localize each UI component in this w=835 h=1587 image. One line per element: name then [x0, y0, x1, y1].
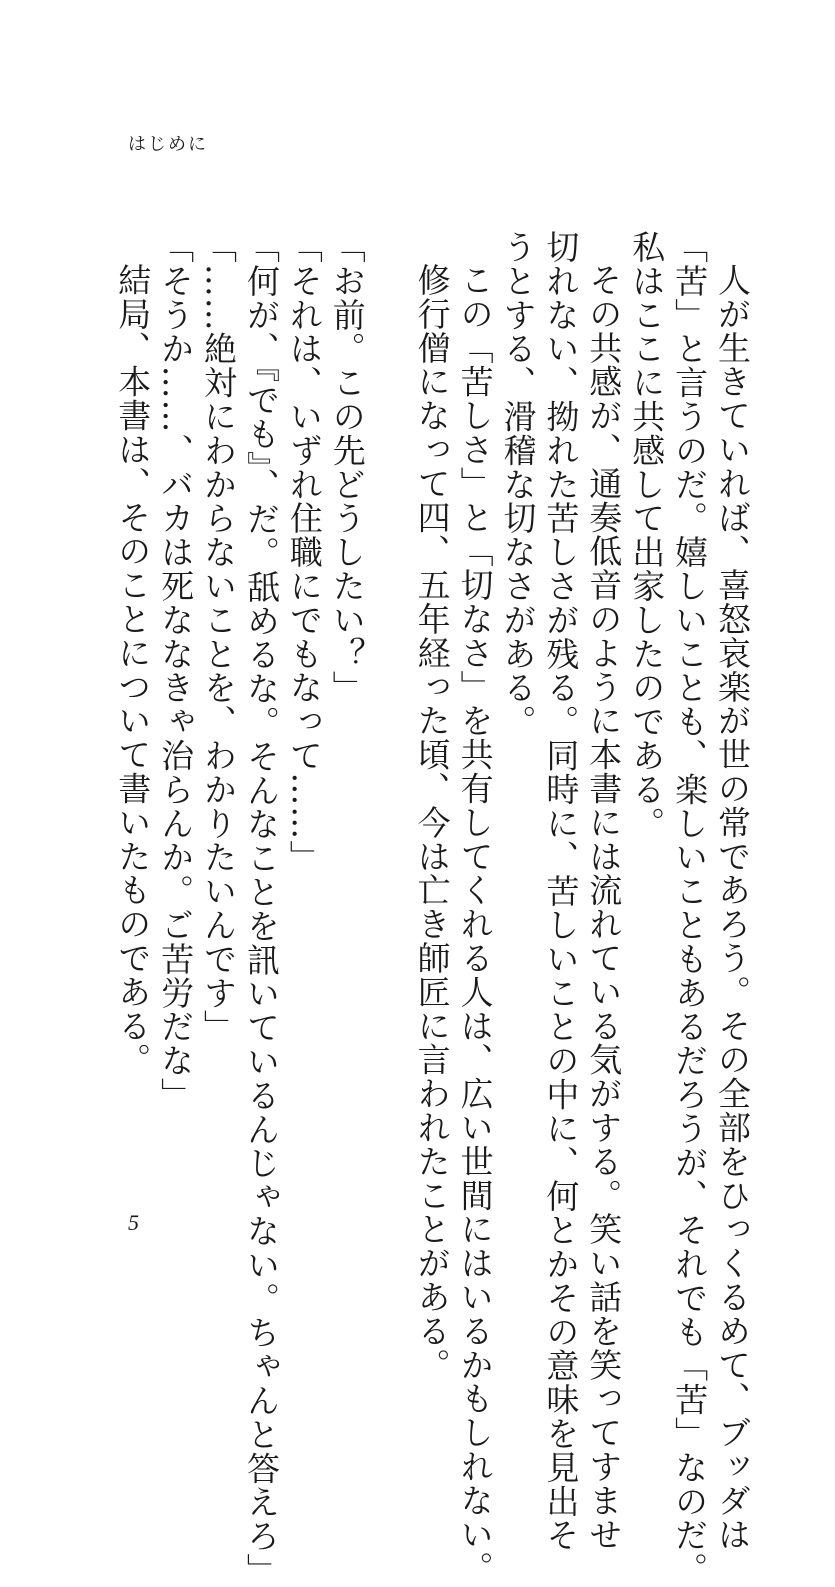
dialogue-line: 「何が、『でも』、だ。舐めるな。そんなことを訊いているんじゃない。ちゃんと答えろ」: [241, 230, 281, 1587]
paragraph-line: この「苦しさ」と「切なさ」を共有してくれる人は、広い世間にはいるかもしれない。: [455, 263, 495, 1586]
paragraph-line: 「苦」と言うのだ。嬉しいことも、楽しいこともあるだろうが、それでも「苦」なのだ。: [670, 230, 710, 1586]
page-number: 5: [128, 1210, 139, 1235]
paragraph-line: 結局、本書は、そのことについて書いたものである。: [113, 263, 153, 1077]
dialogue-line: 「そうか……、バカは死ななきゃ治らんか。ご苦労だな」: [156, 230, 196, 1112]
running-head: はじめに: [128, 134, 208, 155]
body-text: [110, 230, 753, 1587]
dialogue-line: 「……絶対にわからないことを、わかりたいんです」: [199, 230, 239, 1044]
dialogue-line: 「それは、いずれ住職にでもなって……」: [284, 230, 324, 875]
paragraph-line: 切れない、拗れた苦しさが残る。同時に、苦しいことの中に、何とかその意味を見出そ: [541, 230, 581, 1553]
paragraph-line: その共感が、通奏低音のように本書には流れている気がする。笑い話を笑ってすませ: [584, 263, 624, 1552]
dialogue-line: 「お前。この先どうしたい？」: [327, 230, 367, 705]
paragraph-line: 私はここに共感して出家したのである。: [627, 230, 667, 841]
paragraph-line: うとする、滑稽な切なさがある。: [498, 230, 538, 739]
paragraph-line: 修行僧になって四、五年経った頃、今は亡き師匠に言われたことがある。: [412, 263, 452, 1382]
paragraph-line: 人が生きていれば、喜怒哀楽が世の常であろう。その全部をひっくるめて、ブッダは: [713, 263, 752, 1552]
